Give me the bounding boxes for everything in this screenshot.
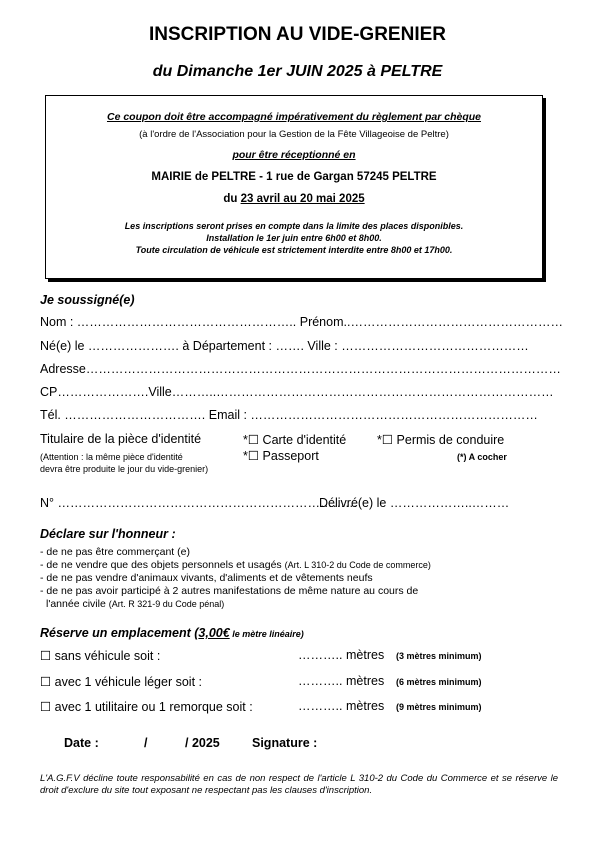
meters-field[interactable]: ……….. bbox=[298, 699, 343, 713]
tel-email-field[interactable]: Tél. ……………………………. Email : …………………………………………………………… bbox=[40, 408, 538, 422]
info-line-dates: du 23 avril au 20 mai 2025 bbox=[223, 193, 365, 205]
page-title: INSCRIPTION AU VIDE-GRENIER bbox=[149, 24, 446, 45]
attention-note-line2: devra être produite le jour du vide-grenier) bbox=[40, 464, 209, 474]
signature-label: Signature : bbox=[252, 736, 318, 750]
birth-field[interactable]: Né(e) le …………………. à Département : ……. Ville : ……………………………………… bbox=[40, 339, 529, 353]
declare-item: - de ne pas être commerçant (e) bbox=[40, 546, 190, 558]
delivre-field[interactable]: Délivré(e) le ………………..……… bbox=[319, 496, 510, 510]
declare-item: l'année civile (Art. R 321-9 du Code pénal) bbox=[46, 598, 225, 610]
a-cocher-note: (*) A cocher bbox=[457, 452, 507, 462]
meters-unit: mètres bbox=[346, 699, 385, 713]
info-line-traffic: Toute circulation de véhicule est strictement interdite entre 8h00 et 17h00. bbox=[135, 245, 453, 255]
attention-note-line1: (Attention : la même pièce d'identité bbox=[40, 452, 183, 462]
date-separator: / bbox=[144, 736, 148, 750]
checkbox-permis-conduire[interactable]: *☐ Permis de conduire bbox=[377, 433, 505, 447]
info-line-reception: pour être réceptionné en bbox=[232, 149, 356, 161]
info-line-installation: Installation le 1er juin entre 6h00 et 8h00. bbox=[206, 233, 382, 243]
id-piece-label: Titulaire de la pièce d'identité bbox=[40, 432, 202, 446]
meters-field[interactable]: ……….. bbox=[298, 674, 343, 688]
date-label: Date : bbox=[64, 736, 99, 750]
meters-unit: mètres bbox=[346, 674, 385, 688]
declare-item: - de ne pas avoir participé à 2 autres manifestations de même nature au cours de bbox=[40, 585, 419, 597]
nom-prenom-field[interactable]: Nom : …………………………………………….. Prénom..…………………………………………… bbox=[40, 315, 563, 329]
meters-minimum: (6 mètres minimum) bbox=[396, 677, 482, 687]
checkbox-passeport[interactable]: *☐ Passeport bbox=[243, 449, 319, 463]
section-heading-identity: Je soussigné(e) bbox=[40, 293, 135, 307]
declare-item: - de ne pas vendre d'animaux vivants, d'aliments et de vêtements neufs bbox=[40, 572, 373, 584]
meters-unit: mètres bbox=[346, 648, 385, 662]
meters-minimum: (3 mètres minimum) bbox=[396, 651, 482, 661]
checkbox-carte-identite[interactable]: *☐ Carte d'identité bbox=[243, 433, 347, 447]
declare-item: - de ne vendre que des objets personnels et usagés (Art. L 310-2 du Code de commerce) bbox=[40, 559, 431, 571]
info-line-places: Les inscriptions seront prises en compte dans la limite des places disponibles. bbox=[124, 221, 464, 231]
section-heading-declare: Déclare sur l'honneur : bbox=[40, 527, 176, 541]
info-box bbox=[45, 95, 543, 279]
page-subtitle: du Dimanche 1er JUIN 2025 à PELTRE bbox=[152, 63, 443, 80]
checkbox-sans-vehicule[interactable]: ☐ sans véhicule soit : bbox=[40, 649, 161, 663]
address-field[interactable]: Adresse…………………………………………………………………………………………………… bbox=[40, 362, 561, 376]
cp-ville-field[interactable]: CP………………….Ville………..……………………………………………………………………… bbox=[40, 385, 554, 399]
info-line-order: (à l'ordre de l'Association pour la Gestion de la Fête Villageoise de Peltre) bbox=[139, 129, 449, 140]
checkbox-vehicule-leger[interactable]: ☐ avec 1 véhicule léger soit : bbox=[40, 675, 202, 689]
info-line-address: MAIRIE de PELTRE - 1 rue de Gargan 57245 PELTRE bbox=[151, 171, 437, 183]
section-heading-reserve: Réserve un emplacement (3,00€ le mètre linéaire) bbox=[40, 626, 304, 640]
footer-disclaimer: L'A.G.F.V décline toute responsabilité en cas de non respect de l'article L 310-2 du Code du Commerce et se réserve le droit d'exclure du site tout exposant ne respectant pas les clauses d'inscription. bbox=[40, 773, 558, 796]
date-year: / 2025 bbox=[185, 736, 220, 750]
meters-field[interactable]: ……….. bbox=[298, 648, 343, 662]
id-number-field[interactable]: N° ……………………………………………………………… bbox=[40, 496, 358, 510]
meters-minimum: (9 mètres minimum) bbox=[396, 702, 482, 712]
checkbox-utilitaire[interactable]: ☐ avec 1 utilitaire ou 1 remorque soit : bbox=[40, 700, 253, 714]
info-line-payment: Ce coupon doit être accompagné impérativement du règlement par chèque bbox=[106, 111, 481, 123]
